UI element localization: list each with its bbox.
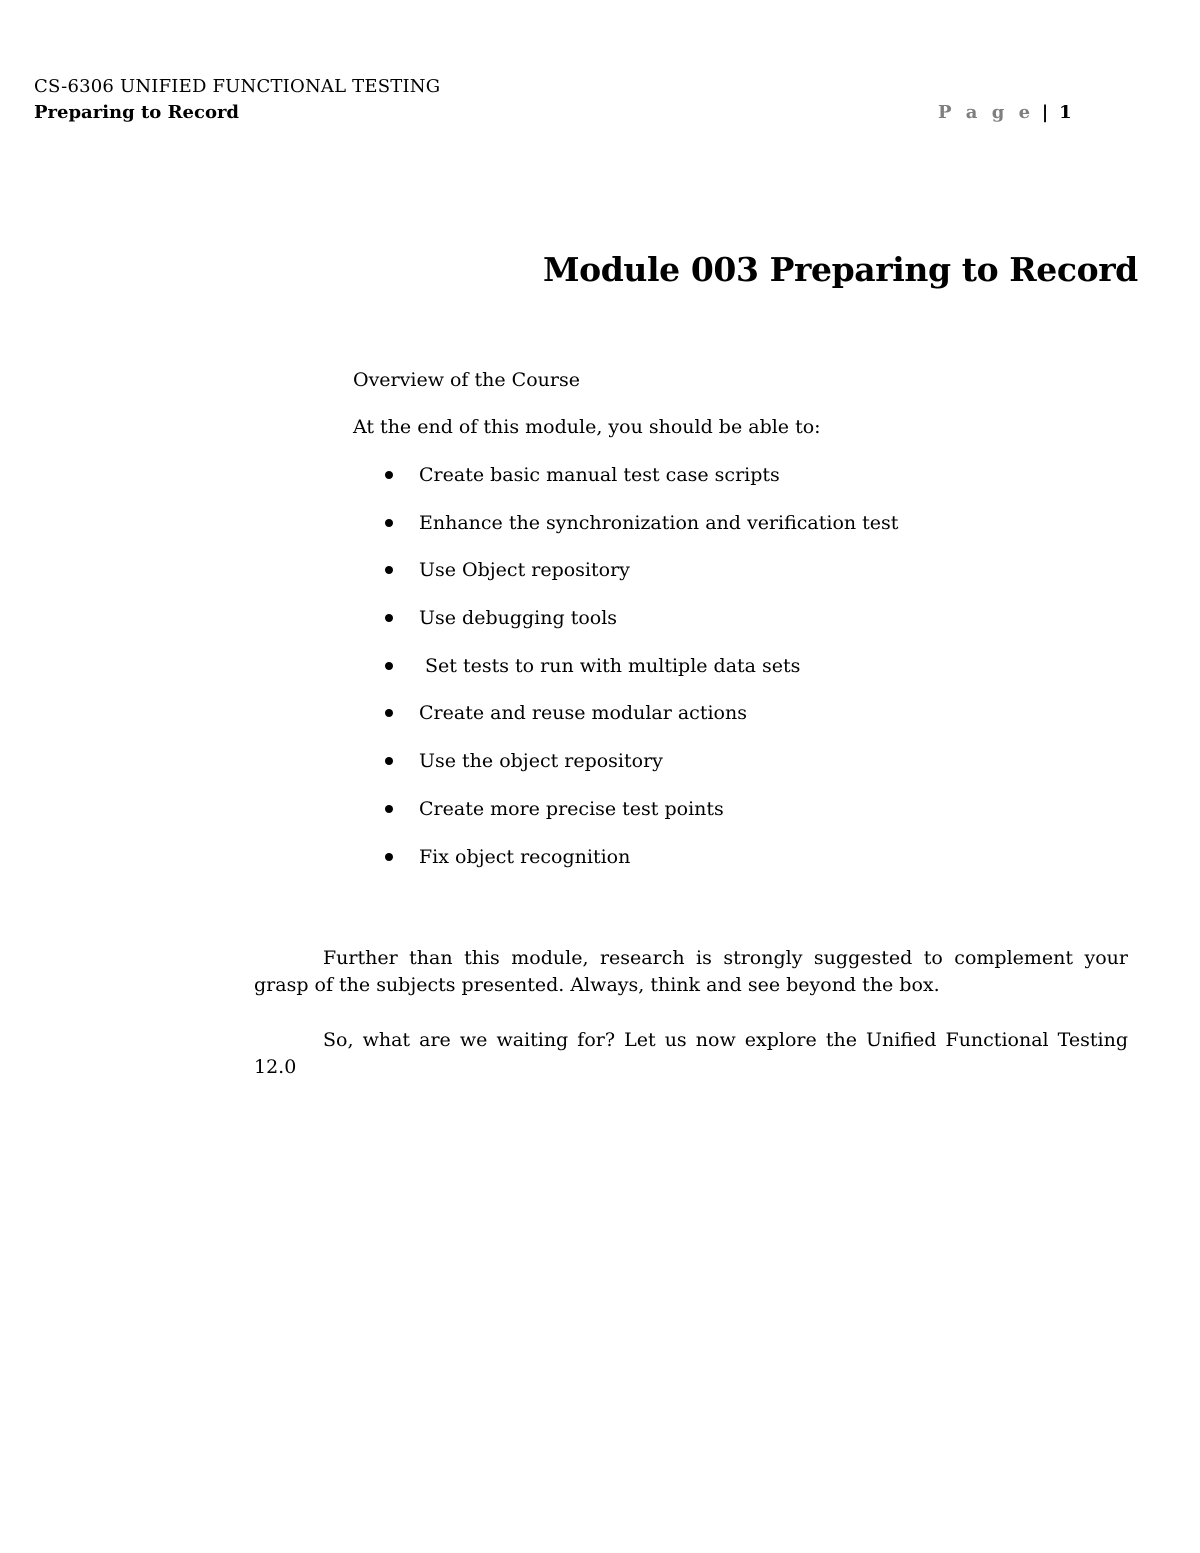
objectives-intro: At the end of this module, you should be able to: [353,416,821,438]
objective-text: Create and reuse modular actions [419,702,747,725]
page-number [938,102,1072,123]
list-item [383,700,747,748]
bullet-icon [385,471,393,479]
bullet-icon [385,805,393,813]
objective-text: Use debugging tools [419,607,618,630]
page-separator: | [1041,102,1049,123]
list-item [383,748,663,796]
objectives-list [383,462,899,891]
bullet-icon [385,566,393,574]
research-paragraph: Further than this module, research is strongly suggested to complement your grasp of the subjects presented. Always, think and see beyond the box. [254,947,1128,996]
list-item [383,557,630,605]
objective-text: Create more precise test points [419,797,724,820]
objective-text: Use Object repository [419,559,630,582]
objective-text: Set tests to run with multiple data sets [419,654,801,677]
bullet-icon [385,614,393,622]
list-item [383,653,801,701]
bullet-icon [385,853,393,861]
overview-label: Overview of the Course [353,369,580,391]
page-number-value: 1 [1059,102,1072,123]
list-item [383,605,618,653]
closing-paragraph: So, what are we waiting for? Let us now explore the Unified Functional Testing 12.0 [254,1029,1128,1078]
objective-text: Create basic manual test case scripts [419,464,780,486]
bullet-icon [385,662,393,670]
header-topic: Preparing to Record [34,102,240,123]
list-item [383,796,724,844]
module-title: Module 003 Preparing to Record [543,250,1138,289]
page-label: P a g e [938,102,1035,123]
bullet-icon [385,709,393,717]
list-item [383,510,899,558]
bullet-icon [385,757,393,765]
bullet-icon [385,519,393,527]
objective-text: Use the object repository [419,750,663,773]
list-item [383,844,631,892]
objective-text: Fix object recognition [419,845,631,868]
objective-text: Enhance the synchronization and verification test [419,511,899,534]
list-item [383,462,780,510]
course-code-title: CS-6306 UNIFIED FUNCTIONAL TESTING [34,76,441,97]
